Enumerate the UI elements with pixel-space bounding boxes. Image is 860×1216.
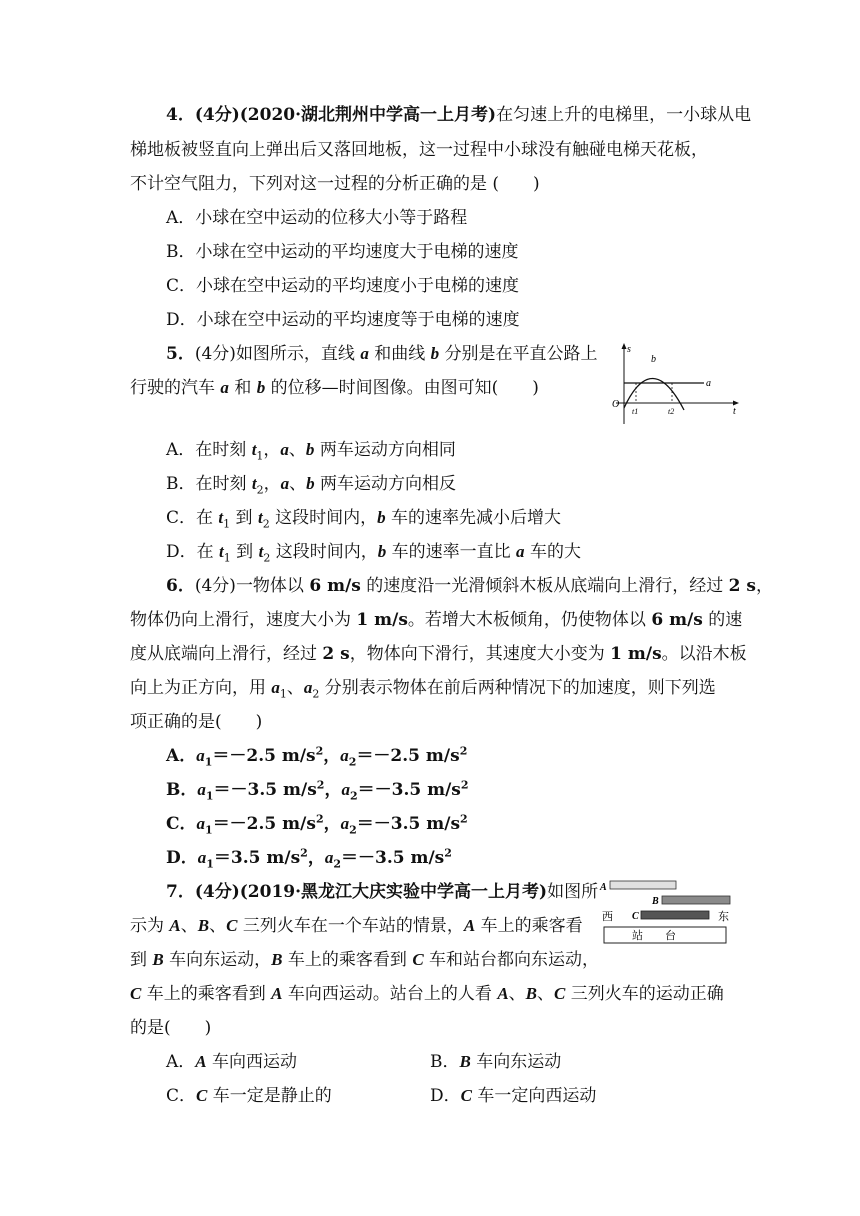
subscript: 1	[204, 755, 213, 769]
option-text: 车一定是静止的	[207, 1086, 332, 1106]
q6-text: ，物体向下滑行，其速度大小变为	[349, 644, 611, 664]
q5-text: 和曲线	[374, 344, 426, 364]
subscript: 1	[206, 857, 214, 871]
q5-text: 行驶的汽车	[130, 378, 215, 398]
var-A: A	[463, 916, 476, 935]
q6-text: 度从底端向上滑行，经过	[130, 644, 323, 664]
var-A: A	[169, 916, 181, 935]
var-b: b	[377, 542, 387, 561]
q6-option-a	[166, 745, 467, 767]
q4-option-c: C．小球在空中运动的平均速度小于电梯的速度	[166, 276, 520, 296]
q6-line1	[166, 575, 773, 597]
subscript: 2	[349, 789, 358, 803]
superscript: 2	[300, 846, 308, 860]
q5-score: (4分)	[194, 344, 236, 364]
var-a: a	[516, 542, 525, 561]
option-sep: ，	[307, 848, 325, 868]
q6-text: 一物体以	[235, 576, 310, 596]
option-text: 到	[230, 508, 258, 528]
option-text: 车向西运动	[206, 1052, 298, 1072]
subscript: 1	[223, 517, 231, 531]
q7-train-figure	[598, 874, 738, 948]
var-b: b	[377, 508, 386, 527]
q6-value: 1 m/s	[610, 644, 662, 664]
t1-label: t1	[632, 407, 639, 416]
q6-text: 向上为正方向，用	[130, 678, 272, 698]
var-C: C	[460, 1086, 472, 1105]
q7-text: 示为	[130, 916, 170, 936]
var-A: A	[195, 1052, 207, 1071]
q4-line1	[166, 104, 751, 126]
var-a: a	[341, 780, 350, 799]
superscript: 2	[460, 812, 468, 826]
q7-line5: 的是( )	[130, 1018, 212, 1038]
x-axis-arrow-icon	[733, 401, 739, 406]
option-sep: ，	[324, 780, 342, 800]
q6-number: 6．	[166, 576, 195, 596]
option-value: ＝－3.5 m/s	[340, 848, 445, 868]
q7-line3	[130, 949, 599, 971]
q6-line3	[130, 643, 747, 665]
var-B: B	[459, 1052, 471, 1071]
superscript: 2	[460, 778, 469, 792]
q6-value: 2 s	[728, 576, 756, 596]
q7-text: 到	[130, 950, 153, 970]
superscript: 2	[459, 744, 468, 758]
q7-text: 车上的乘客看到	[141, 984, 272, 1004]
var-t: t	[219, 542, 224, 561]
q5-text: 和	[234, 378, 252, 398]
q6-score: (4分)	[194, 576, 236, 596]
q7-text: 车和站台都向东运动，	[423, 950, 600, 970]
var-a: a	[280, 440, 289, 459]
q5-var-b: b	[430, 344, 440, 363]
option-value: ＝－2.5 m/s	[212, 746, 316, 766]
t2-label: t2	[668, 407, 675, 416]
q7-line1	[166, 881, 598, 903]
q6-text: 分别表示物体在前后两种情况下的加速度，则下列选	[319, 678, 716, 698]
var-a: a	[280, 474, 290, 493]
var-a: a	[340, 814, 350, 833]
var-C: C	[412, 950, 424, 969]
west-label: 西	[602, 911, 613, 923]
option-text: ，	[263, 474, 281, 494]
q5-option-b	[166, 473, 456, 495]
var-C: C	[554, 984, 566, 1003]
option-text: 这段时间内，	[269, 508, 378, 528]
var-A: A	[497, 984, 509, 1003]
q5-text: 的位移—时间图像。由图可知( )	[270, 378, 539, 398]
option-text: B．在时刻	[166, 474, 252, 494]
option-sep: ，	[323, 814, 341, 834]
q6-text: 物体仍向上滑行，速度大小为	[130, 610, 357, 630]
option-label: B．	[166, 780, 198, 800]
var-C: C	[130, 984, 142, 1003]
var-a: a	[196, 814, 206, 833]
subscript: 1	[205, 823, 213, 837]
q4-source: (4分)(2020·湖北荆州中学高一上月考)	[194, 105, 497, 125]
subscript: 2	[349, 823, 357, 837]
train-c-label: C	[632, 911, 639, 922]
option-text: 这段时间内，	[270, 542, 378, 562]
option-label: D．	[166, 848, 198, 868]
var-C: C	[226, 916, 238, 935]
option-text: 、	[288, 440, 306, 460]
q4-number: 4．	[166, 105, 195, 125]
q5-option-a	[166, 439, 456, 461]
var-a: a	[324, 848, 334, 867]
superscript: 2	[316, 778, 325, 792]
option-value: ＝－3.5 m/s	[357, 780, 461, 800]
q7-text: 如图所	[547, 882, 599, 902]
superscript: 2	[444, 846, 452, 860]
q4-line3: 不计空气阻力，下列对这一过程的分析正确的是 ( )	[130, 174, 540, 194]
q7-text: 三列火车的运动正确	[565, 984, 724, 1004]
var-t: t	[251, 440, 257, 459]
q7-option-d	[430, 1085, 596, 1107]
curve-b-label: b	[651, 354, 656, 365]
q5-number: 5．	[166, 344, 195, 364]
option-text: ，	[263, 440, 281, 460]
train-a	[610, 881, 676, 889]
q7-option-a	[166, 1051, 297, 1073]
subscript: 1	[205, 789, 214, 803]
q7-text: 、	[209, 916, 227, 936]
q5-st-graph	[608, 340, 744, 428]
option-label: C．	[166, 1086, 197, 1106]
var-C: C	[196, 1086, 208, 1105]
option-text: 车向东运动	[470, 1052, 562, 1072]
q4-line2: 梯地板被竖直向上弹出后又落回地板，这一过程中小球没有触碰电梯天花板，	[130, 140, 708, 160]
x-axis-label: t	[733, 406, 736, 417]
q6-line4	[130, 677, 716, 699]
q6-option-d	[166, 847, 452, 869]
var-a: a	[303, 678, 313, 697]
var-a: a	[197, 848, 207, 867]
q6-text: 的速度沿一光滑倾斜木板从底端向上滑行，经过	[360, 576, 729, 596]
origin-label: O	[612, 399, 620, 410]
var-t: t	[251, 474, 257, 493]
q4-option-b: B．小球在空中运动的平均速度大于电梯的速度	[166, 242, 519, 262]
q7-text: 、	[180, 916, 198, 936]
q5-line2	[130, 377, 539, 399]
superscript: 2	[315, 812, 324, 826]
q6-line5: 项正确的是( )	[130, 712, 263, 732]
q7-text: 车上的乘客看	[475, 916, 583, 936]
q6-option-b	[166, 779, 469, 801]
q5-var-b: b	[256, 378, 266, 397]
q5-option-d	[166, 541, 581, 563]
var-b: b	[305, 440, 315, 459]
option-label: D．	[430, 1086, 461, 1106]
q5-var-a: a	[220, 378, 229, 397]
option-text: C．在	[166, 508, 219, 528]
option-text: 车的大	[524, 542, 581, 562]
subscript: 2	[348, 755, 357, 769]
q5-text: 如图所示，直线	[235, 344, 355, 364]
curve-a-label: a	[706, 378, 711, 389]
option-value: ＝－3.5 m/s	[356, 814, 461, 834]
train-b	[662, 896, 730, 904]
option-text: 两车运动方向相反	[314, 474, 457, 494]
var-t: t	[257, 508, 263, 527]
q5-text: 分别是在平直公路上	[444, 344, 598, 364]
option-text: 车的速率先减小后增大	[385, 508, 562, 528]
option-text: 两车运动方向相同	[314, 440, 456, 460]
var-t: t	[258, 542, 264, 561]
subscript: 1	[223, 551, 231, 565]
subscript: 2	[262, 517, 270, 531]
subscript: 1	[256, 449, 264, 463]
q6-text: 、	[286, 678, 304, 698]
option-text: 车一定向西运动	[471, 1086, 597, 1106]
q4-option-d: D．小球在空中运动的平均速度等于电梯的速度	[166, 310, 520, 330]
q6-text: 。以沿木板	[661, 644, 747, 664]
q7-source: (4分)(2019·黑龙江大庆实验中学高一上月考)	[194, 882, 548, 902]
q7-text: 三列火车在一个车站的情景，	[237, 916, 464, 936]
q7-text: 、	[537, 984, 554, 1004]
option-sep: ，	[323, 746, 341, 766]
subscript: 2	[256, 483, 264, 497]
y-axis-label: s	[627, 344, 631, 355]
train-b-label: B	[652, 896, 659, 907]
q4-text-1: 在匀速上升的电梯里，一小球从电	[496, 105, 752, 125]
q7-text: 、	[508, 984, 526, 1004]
var-B: B	[152, 950, 164, 969]
q6-value: 6 m/s	[651, 610, 703, 630]
q6-value: 1 m/s	[356, 610, 408, 630]
q7-text: 车向东运动，	[163, 950, 272, 970]
q5-line1	[166, 343, 598, 365]
option-value: ＝－2.5 m/s	[212, 814, 316, 834]
option-value: ＝－2.5 m/s	[356, 746, 460, 766]
option-text: 到	[230, 542, 259, 562]
q7-text: 车上的乘客看到	[282, 950, 413, 970]
option-label: A．	[166, 746, 197, 766]
q4-option-a: A．小球在空中运动的位移大小等于路程	[166, 208, 468, 228]
var-B: B	[525, 984, 537, 1003]
east-label: 东	[718, 911, 729, 923]
q7-number: 7．	[166, 882, 195, 902]
superscript: 2	[315, 744, 324, 758]
train-a-label: A	[600, 882, 607, 893]
q6-value: 6 m/s	[309, 576, 361, 596]
option-label: A．	[166, 1052, 196, 1072]
y-axis-arrow-icon	[622, 343, 627, 349]
option-label: B．	[430, 1052, 460, 1072]
q7-line2	[130, 915, 583, 937]
q7-option-c	[166, 1085, 332, 1107]
subscript: 1	[279, 687, 287, 701]
var-A: A	[271, 984, 283, 1003]
var-b: b	[306, 474, 315, 493]
q7-text: 车向西运动。站台上的人看	[282, 984, 498, 1004]
platform-label: 站 台	[632, 930, 676, 942]
q6-value: 2 s	[322, 644, 350, 664]
var-a: a	[340, 746, 349, 765]
option-label: C．	[166, 814, 197, 834]
q7-line4	[130, 983, 724, 1005]
option-text: 、	[289, 474, 307, 494]
subscript: 2	[263, 551, 271, 565]
subscript: 2	[312, 687, 320, 701]
var-a: a	[271, 678, 280, 697]
var-a: a	[196, 746, 205, 765]
option-text: A．在时刻	[166, 440, 252, 460]
var-a: a	[197, 780, 206, 799]
option-text: 车的速率一直比	[386, 542, 517, 562]
q7-option-b	[430, 1051, 561, 1073]
q6-option-c	[166, 813, 468, 835]
var-B: B	[271, 950, 283, 969]
q6-text: 的速	[702, 610, 743, 630]
q6-text: 。若增大木板倾角，仍使物体以	[407, 610, 652, 630]
option-value: ＝3.5 m/s	[213, 848, 301, 868]
train-c	[641, 911, 709, 919]
q5-var-a: a	[360, 344, 369, 363]
subscript: 2	[333, 857, 341, 871]
q6-line2	[130, 609, 742, 631]
q6-text: ，	[756, 576, 773, 596]
option-value: ＝－3.5 m/s	[213, 780, 317, 800]
option-text: D．在	[166, 542, 220, 562]
q5-option-c	[166, 507, 561, 529]
var-B: B	[197, 916, 210, 935]
var-t: t	[218, 508, 224, 527]
